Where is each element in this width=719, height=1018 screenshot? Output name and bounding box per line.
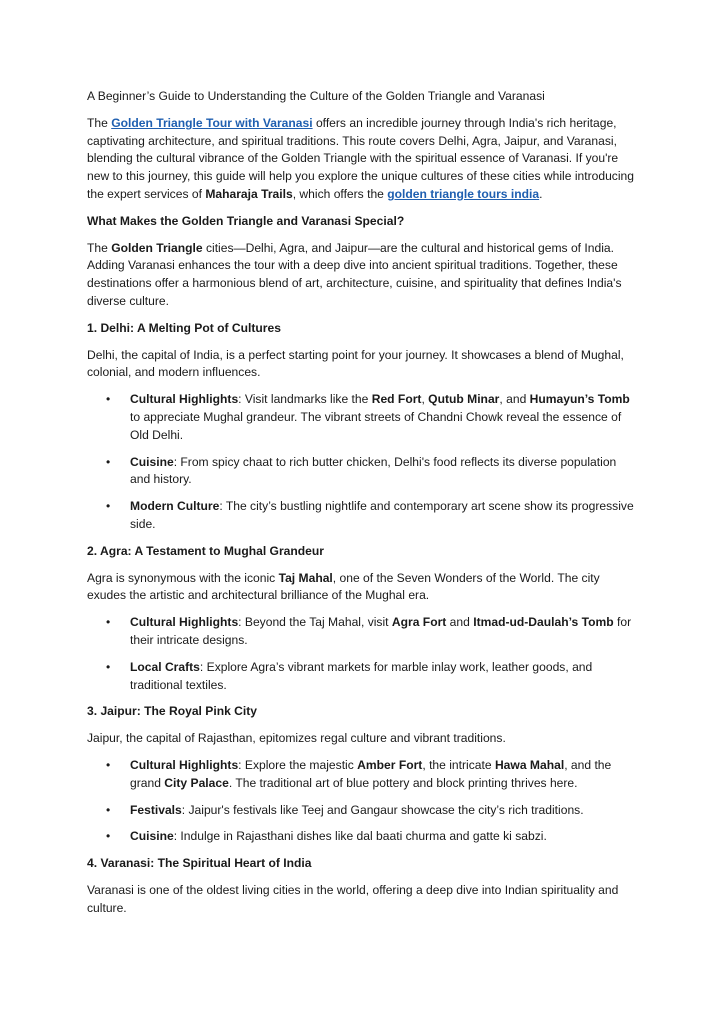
delhi-heading: 1. Delhi: A Melting Pot of Cultures bbox=[87, 320, 281, 335]
item-label: Cultural Highlights bbox=[130, 392, 239, 407]
item-label: Cultural Highlights bbox=[130, 615, 239, 630]
bullet-icon: • bbox=[106, 454, 111, 469]
item-text: and bbox=[446, 615, 474, 630]
hawa-mahal-bold: Hawa Mahal bbox=[494, 757, 565, 772]
bullet-icon: • bbox=[106, 615, 111, 630]
golden-triangle-bold: Golden Triangle bbox=[111, 240, 203, 255]
item-label: Cuisine bbox=[130, 454, 174, 469]
delhi-paragraph: Delhi, the capital of India, is a perfect starting point for your journey. It showcases a blend of Mughal, colonial, and modern influences. bbox=[87, 347, 624, 380]
red-fort-bold: Red Fort bbox=[371, 392, 422, 407]
intro-text-3: , which offers the bbox=[292, 186, 388, 201]
list-item bbox=[87, 802, 635, 820]
item-text: , the intricate bbox=[422, 757, 495, 772]
bullet-icon: • bbox=[106, 802, 111, 817]
agra-text-1: Agra is synonymous with the iconic bbox=[87, 570, 279, 585]
document-page bbox=[87, 88, 635, 926]
item-text: for their intricate designs. bbox=[130, 615, 632, 647]
item-label: Local Crafts bbox=[130, 659, 200, 674]
list-item bbox=[87, 757, 635, 793]
jaipur-list bbox=[87, 757, 635, 846]
agra-heading: 2. Agra: A Testament to Mughal Grandeur bbox=[87, 543, 324, 558]
agra-list bbox=[87, 614, 635, 694]
golden-triangle-varanasi-link[interactable]: Golden Triangle Tour with Varanasi bbox=[111, 115, 313, 130]
maharaja-trails-bold: Maharaja Trails bbox=[205, 186, 293, 201]
document-title: A Beginner’s Guide to Understanding the Culture of the Golden Triangle and Varanasi bbox=[87, 89, 545, 103]
varanasi-paragraph: Varanasi is one of the oldest living cities in the world, offering a deep dive into Indian spirituality and culture. bbox=[87, 882, 619, 915]
item-text: : Beyond the Taj Mahal, visit bbox=[238, 615, 392, 630]
list-item bbox=[87, 659, 635, 695]
qutub-minar-bold: Qutub Minar bbox=[428, 392, 500, 407]
item-label: Cuisine bbox=[130, 829, 174, 844]
list-item bbox=[87, 828, 635, 846]
item-text: , bbox=[421, 392, 429, 407]
bullet-icon: • bbox=[106, 499, 111, 514]
bullet-icon: • bbox=[106, 829, 111, 844]
list-item bbox=[87, 614, 635, 650]
item-text: , and bbox=[499, 392, 530, 407]
item-label: Festivals bbox=[130, 802, 182, 817]
intro-text-2: offers an incredible journey through India's rich heritage, captivating architecture, and spiritual traditions. This route covers Delhi, Agra, Jaipur, and Varanasi, blending the cultural vibrance of the Golden Triangle with the spiritual essence of Varanasi. If you're new to this journey, this guide will help you explore the unique cultures of these cities while introducing the expert services of bbox=[87, 115, 634, 201]
golden-triangle-tours-india-link[interactable]: golden triangle tours india bbox=[387, 186, 540, 201]
delhi-list bbox=[87, 391, 635, 534]
list-item bbox=[87, 391, 635, 444]
item-text: : Explore Agra’s vibrant markets for marble inlay work, leather goods, and traditional textiles. bbox=[130, 659, 593, 692]
agra-text-2: , one of the Seven Wonders of the World. The city exudes the artistic and architectural brilliance of the Mughal era. bbox=[87, 570, 600, 603]
item-text: : From spicy chaat to rich butter chicken, Delhi's food reflects its diverse population and history. bbox=[130, 454, 617, 487]
intro-paragraph bbox=[87, 115, 635, 204]
item-text: : The city’s bustling nightlife and contemporary art scene show its progressive side. bbox=[130, 499, 634, 531]
bullet-icon: • bbox=[106, 392, 111, 407]
item-text: : Indulge in Rajasthani dishes like dal baati churma and gatte ki sabzi. bbox=[173, 829, 547, 844]
humayuns-tomb-bold: Humayun’s Tomb bbox=[529, 392, 630, 407]
jaipur-paragraph: Jaipur, the capital of Rajasthan, epitomizes regal culture and vibrant traditions. bbox=[87, 731, 506, 746]
list-item bbox=[87, 454, 635, 490]
city-palace-bold: City Palace bbox=[164, 775, 229, 790]
item-label: Cultural Highlights bbox=[130, 757, 239, 772]
intro-text-4: . bbox=[539, 186, 543, 201]
list-item bbox=[87, 498, 635, 534]
item-text: : Explore the majestic bbox=[238, 757, 358, 772]
special-text-2: cities—Delhi, Agra, and Jaipur—are the cultural and historical gems of India. Adding Varanasi enhances the tour with a deep dive into ancient spiritual traditions. Together, these destinations offer a harmonious blend of art, architecture, cuisine, and spirituality that defines India's diverse culture. bbox=[87, 240, 622, 308]
item-text: : Visit landmarks like the bbox=[238, 392, 372, 407]
bullet-icon: • bbox=[106, 757, 111, 772]
item-text: : Jaipur's festivals like Teej and Gangaur showcase the city’s rich traditions. bbox=[181, 802, 584, 817]
special-text-1: The bbox=[87, 240, 112, 255]
special-heading: What Makes the Golden Triangle and Varanasi Special? bbox=[87, 213, 405, 228]
jaipur-heading: 3. Jaipur: The Royal Pink City bbox=[87, 704, 258, 719]
taj-mahal-bold: Taj Mahal bbox=[278, 570, 333, 585]
agra-paragraph bbox=[87, 570, 635, 606]
amber-fort-bold: Amber Fort bbox=[357, 757, 423, 772]
itmad-ud-daulah-bold: Itmad-ud-Daulah’s Tomb bbox=[473, 615, 614, 630]
agra-fort-bold: Agra Fort bbox=[391, 615, 447, 630]
item-text: to appreciate Mughal grandeur. The vibrant streets of Chandni Chowk reveal the essence of Old Delhi. bbox=[130, 409, 622, 442]
special-paragraph bbox=[87, 240, 635, 311]
intro-text-1: The bbox=[87, 115, 112, 130]
item-label: Modern Culture bbox=[130, 499, 220, 514]
varanasi-heading: 4. Varanasi: The Spiritual Heart of India bbox=[87, 856, 312, 871]
item-text: . The traditional art of blue pottery and block printing thrives here. bbox=[228, 775, 578, 790]
bullet-icon: • bbox=[106, 659, 111, 674]
item-text: , and the grand bbox=[130, 757, 612, 790]
